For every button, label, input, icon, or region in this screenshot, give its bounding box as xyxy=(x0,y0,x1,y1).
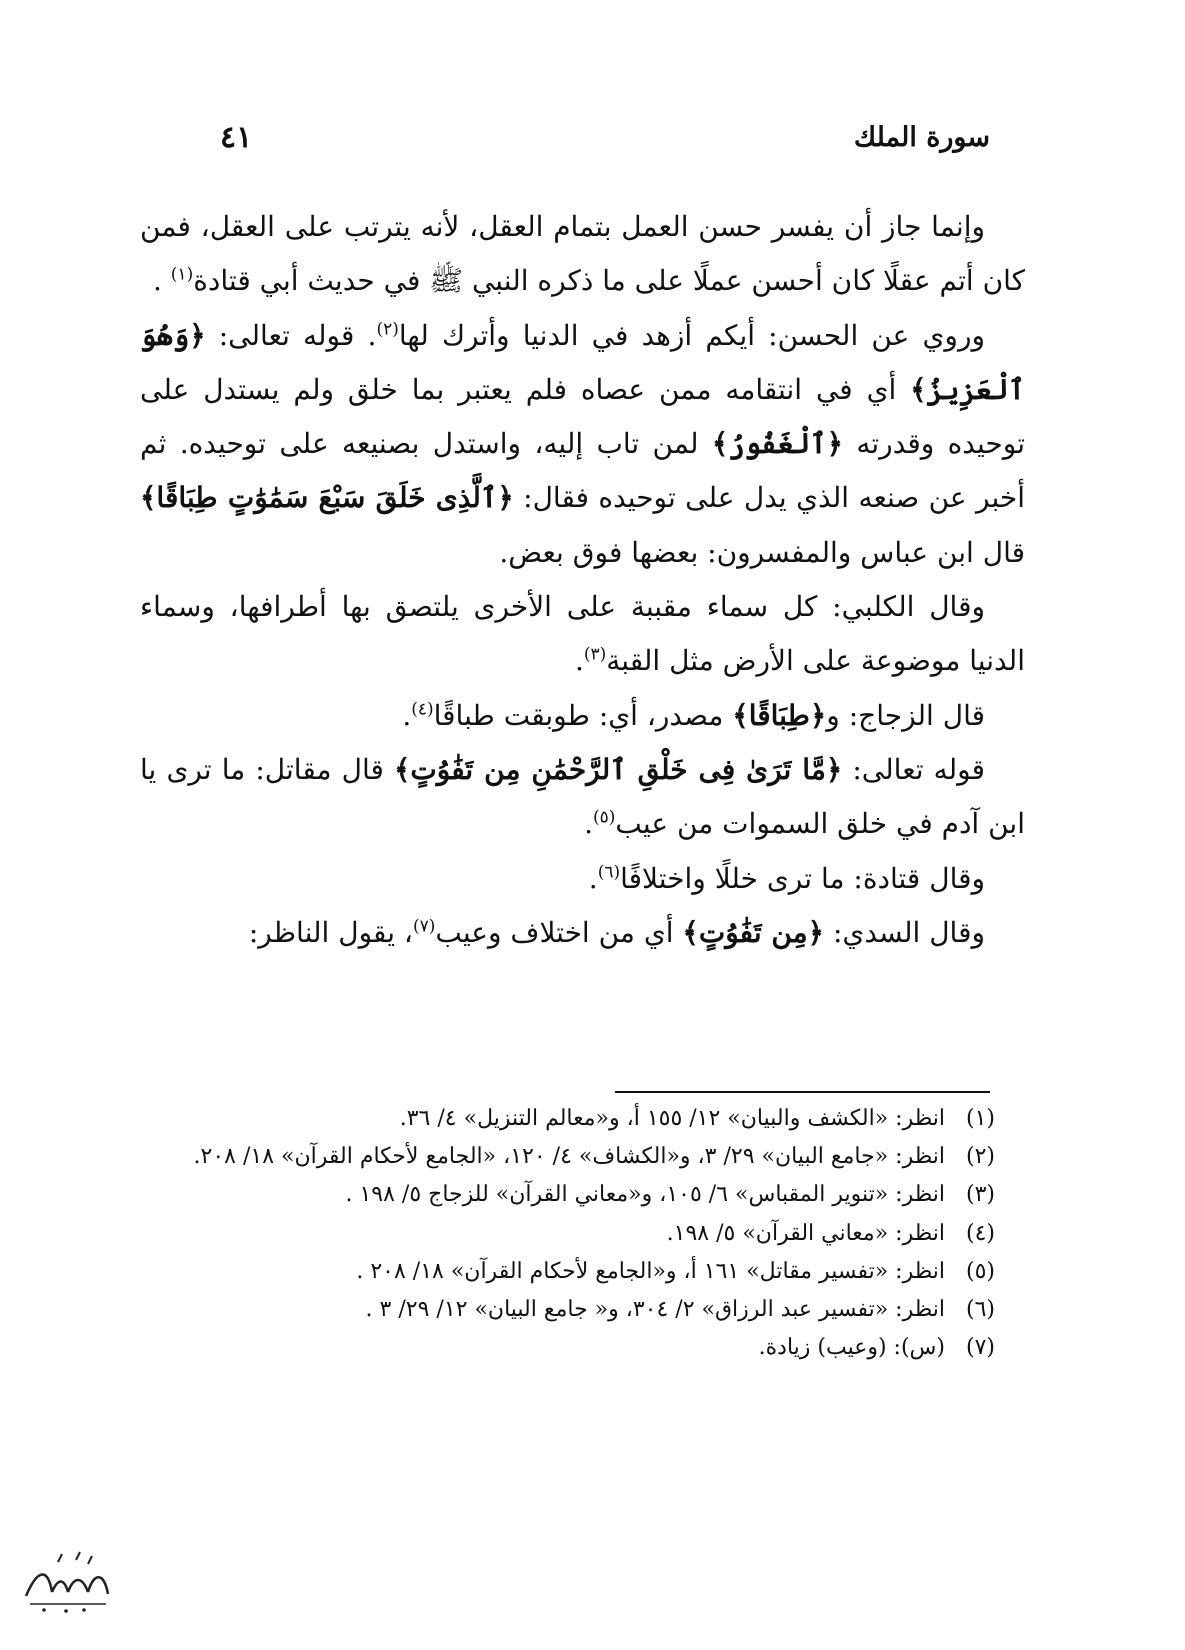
paragraph-text: . xyxy=(584,807,593,841)
paragraph-text: قال الزجاج: و xyxy=(826,698,985,732)
footnote-number: (٥) xyxy=(965,1258,995,1284)
footnote-text: انظر: «الكشف والبيان» ١٢/ ١٥٥ أ، و«معالم التنزيل» ٤/ ٣٦. xyxy=(399,1106,945,1131)
quran-verse: ﴿مَّا تَرَىٰ فِى خَلْقِ ٱلرَّحْمَٰنِ مِن تَفَٰوُتٍ﴾ xyxy=(394,752,843,786)
footnote-marker: (٤) xyxy=(411,699,434,720)
paragraph-text: وقال الكلبي: كل سماء مقببة على الأخرى يلتصق بها أطرافها، وسماء الدنيا موضوعة على الأرض مثل القبة xyxy=(140,590,1025,678)
paragraph xyxy=(140,689,1025,743)
paragraph xyxy=(140,743,1025,852)
footnote xyxy=(140,1176,995,1214)
paragraph-text: وقال السدي: xyxy=(824,915,985,949)
footnote-marker: (٢) xyxy=(376,319,399,340)
paragraph xyxy=(140,852,1025,906)
paragraph-text: . xyxy=(402,698,412,732)
paragraph-text: أي في انتقامه ممن عصاه فلم يعتبر بما خلق ولم يستدل على توحيده وقدرته xyxy=(140,372,1026,461)
footnote xyxy=(140,1138,995,1176)
paragraph xyxy=(140,309,1025,580)
footnote-number: (٤) xyxy=(965,1220,995,1246)
footnote-number: (٢) xyxy=(965,1144,995,1170)
paragraph-text: قال ابن عباس والمفسرون: بعضها فوق بعض. xyxy=(499,535,1025,569)
footnote xyxy=(140,1291,995,1329)
paragraph-text: قوله تعالى: xyxy=(842,752,986,786)
paragraph-text: لمن تاب إليه، واستدل بصنيعه على توحيده. ثم أخبر عن صنعه الذي يدل على توحيده فقال: xyxy=(140,427,1025,515)
paragraph xyxy=(140,906,1025,960)
footnote-number: (٧) xyxy=(965,1335,995,1361)
paragraph-text: . xyxy=(588,861,598,895)
footnote-text: انظر: «جامع البيان» ٢٩/ ٣، و«الكشاف» ٤/ ١٢٠، «الجامع لأحكام القرآن» ١٨/ ٢٠٨. xyxy=(193,1144,945,1170)
footnote xyxy=(140,1253,995,1291)
footnotes xyxy=(140,1100,995,1367)
footnote-marker: (١) xyxy=(170,264,194,285)
page-number: ٤١ xyxy=(220,119,253,155)
footnote-text: انظر: «تنوير المقباس» ٦/ ١٠٥، و«معاني القرآن» للزجاج ٥/ ١٩٨ . xyxy=(345,1182,945,1208)
paragraph-text: وإنما جاز أن يفسر حسن العمل بتمام العقل، لأنه يترتب على العقل، فمن كان أتم عقلًا كان أحسن عملًا على ما ذكره النبي ﷺ في حديث أبي قتادة xyxy=(140,210,1025,298)
footnote-marker: (٥) xyxy=(593,807,616,828)
footnote-text: انظر: «معاني القرآن» ٥/ ١٩٨. xyxy=(666,1220,945,1246)
surah-title: سورة الملك xyxy=(853,121,990,153)
footnote xyxy=(140,1329,995,1367)
paragraph-text: وقال قتادة: ما ترى خللًا واختلافًا xyxy=(620,861,985,895)
footnote-text: انظر: «تفسير عبد الرزاق» ٢/ ٣٠٤، و« جامع البيان» ١٢/ ٢٩/ ٣ . xyxy=(365,1297,945,1323)
quran-verse: ﴿طِبَاقًا﴾ xyxy=(732,698,827,732)
paragraph-text: وروي عن الحسن: أيكم أزهد في الدنيا وأترك لها xyxy=(398,318,985,352)
footnote-marker: (٧) xyxy=(412,916,436,937)
footnote-marker: (٣) xyxy=(583,645,607,666)
quran-verse: ﴿مِن تَفَٰوُتٍ﴾ xyxy=(682,915,825,949)
page-header xyxy=(220,112,990,162)
footnote-separator xyxy=(615,1091,990,1093)
quran-verse: ﴿وَهُوَ ٱلْعَزِيزُ﴾ xyxy=(140,318,1025,406)
paragraph-text: . xyxy=(574,644,584,678)
publisher-logo-graphic xyxy=(18,1548,113,1618)
paragraph xyxy=(140,200,1025,309)
footnote-number: (١) xyxy=(965,1106,995,1131)
footnote-text: (س): (وعيب) زيادة. xyxy=(758,1335,945,1361)
footnote xyxy=(140,1100,995,1138)
paragraph-text: مصدر، أي: طوبقت طباقًا xyxy=(433,698,733,732)
publisher-logo xyxy=(18,1548,113,1618)
paragraph-text: . xyxy=(152,264,171,298)
quran-verse: ﴿ٱلْغَفُورُ﴾ xyxy=(711,427,844,461)
paragraph-text: أي من اختلاف وعيب xyxy=(435,915,683,949)
footnote-number: (٦) xyxy=(965,1297,995,1323)
footnote xyxy=(140,1215,995,1253)
footnote-number: (٣) xyxy=(965,1182,995,1208)
footnote-marker: (٦) xyxy=(597,862,621,883)
quran-verse: ﴿ٱلَّذِى خَلَقَ سَبْعَ سَمَٰوَٰتٍ طِبَاقًا﴾ xyxy=(140,481,514,515)
paragraph-text: ، يقول الناظر: xyxy=(248,915,413,949)
body-text xyxy=(140,200,1025,960)
paragraph-text: . قوله تعالى: xyxy=(205,318,377,352)
paragraph xyxy=(140,580,1025,689)
footnote-text: انظر: «تفسير مقاتل» ١٦١ أ، و«الجامع لأحكام القرآن» ١٨/ ٢٠٨ . xyxy=(356,1258,945,1284)
paragraph-text: قال مقاتل: ما ترى يا ابن آدم في خلق السموات من عيب xyxy=(140,752,1025,841)
